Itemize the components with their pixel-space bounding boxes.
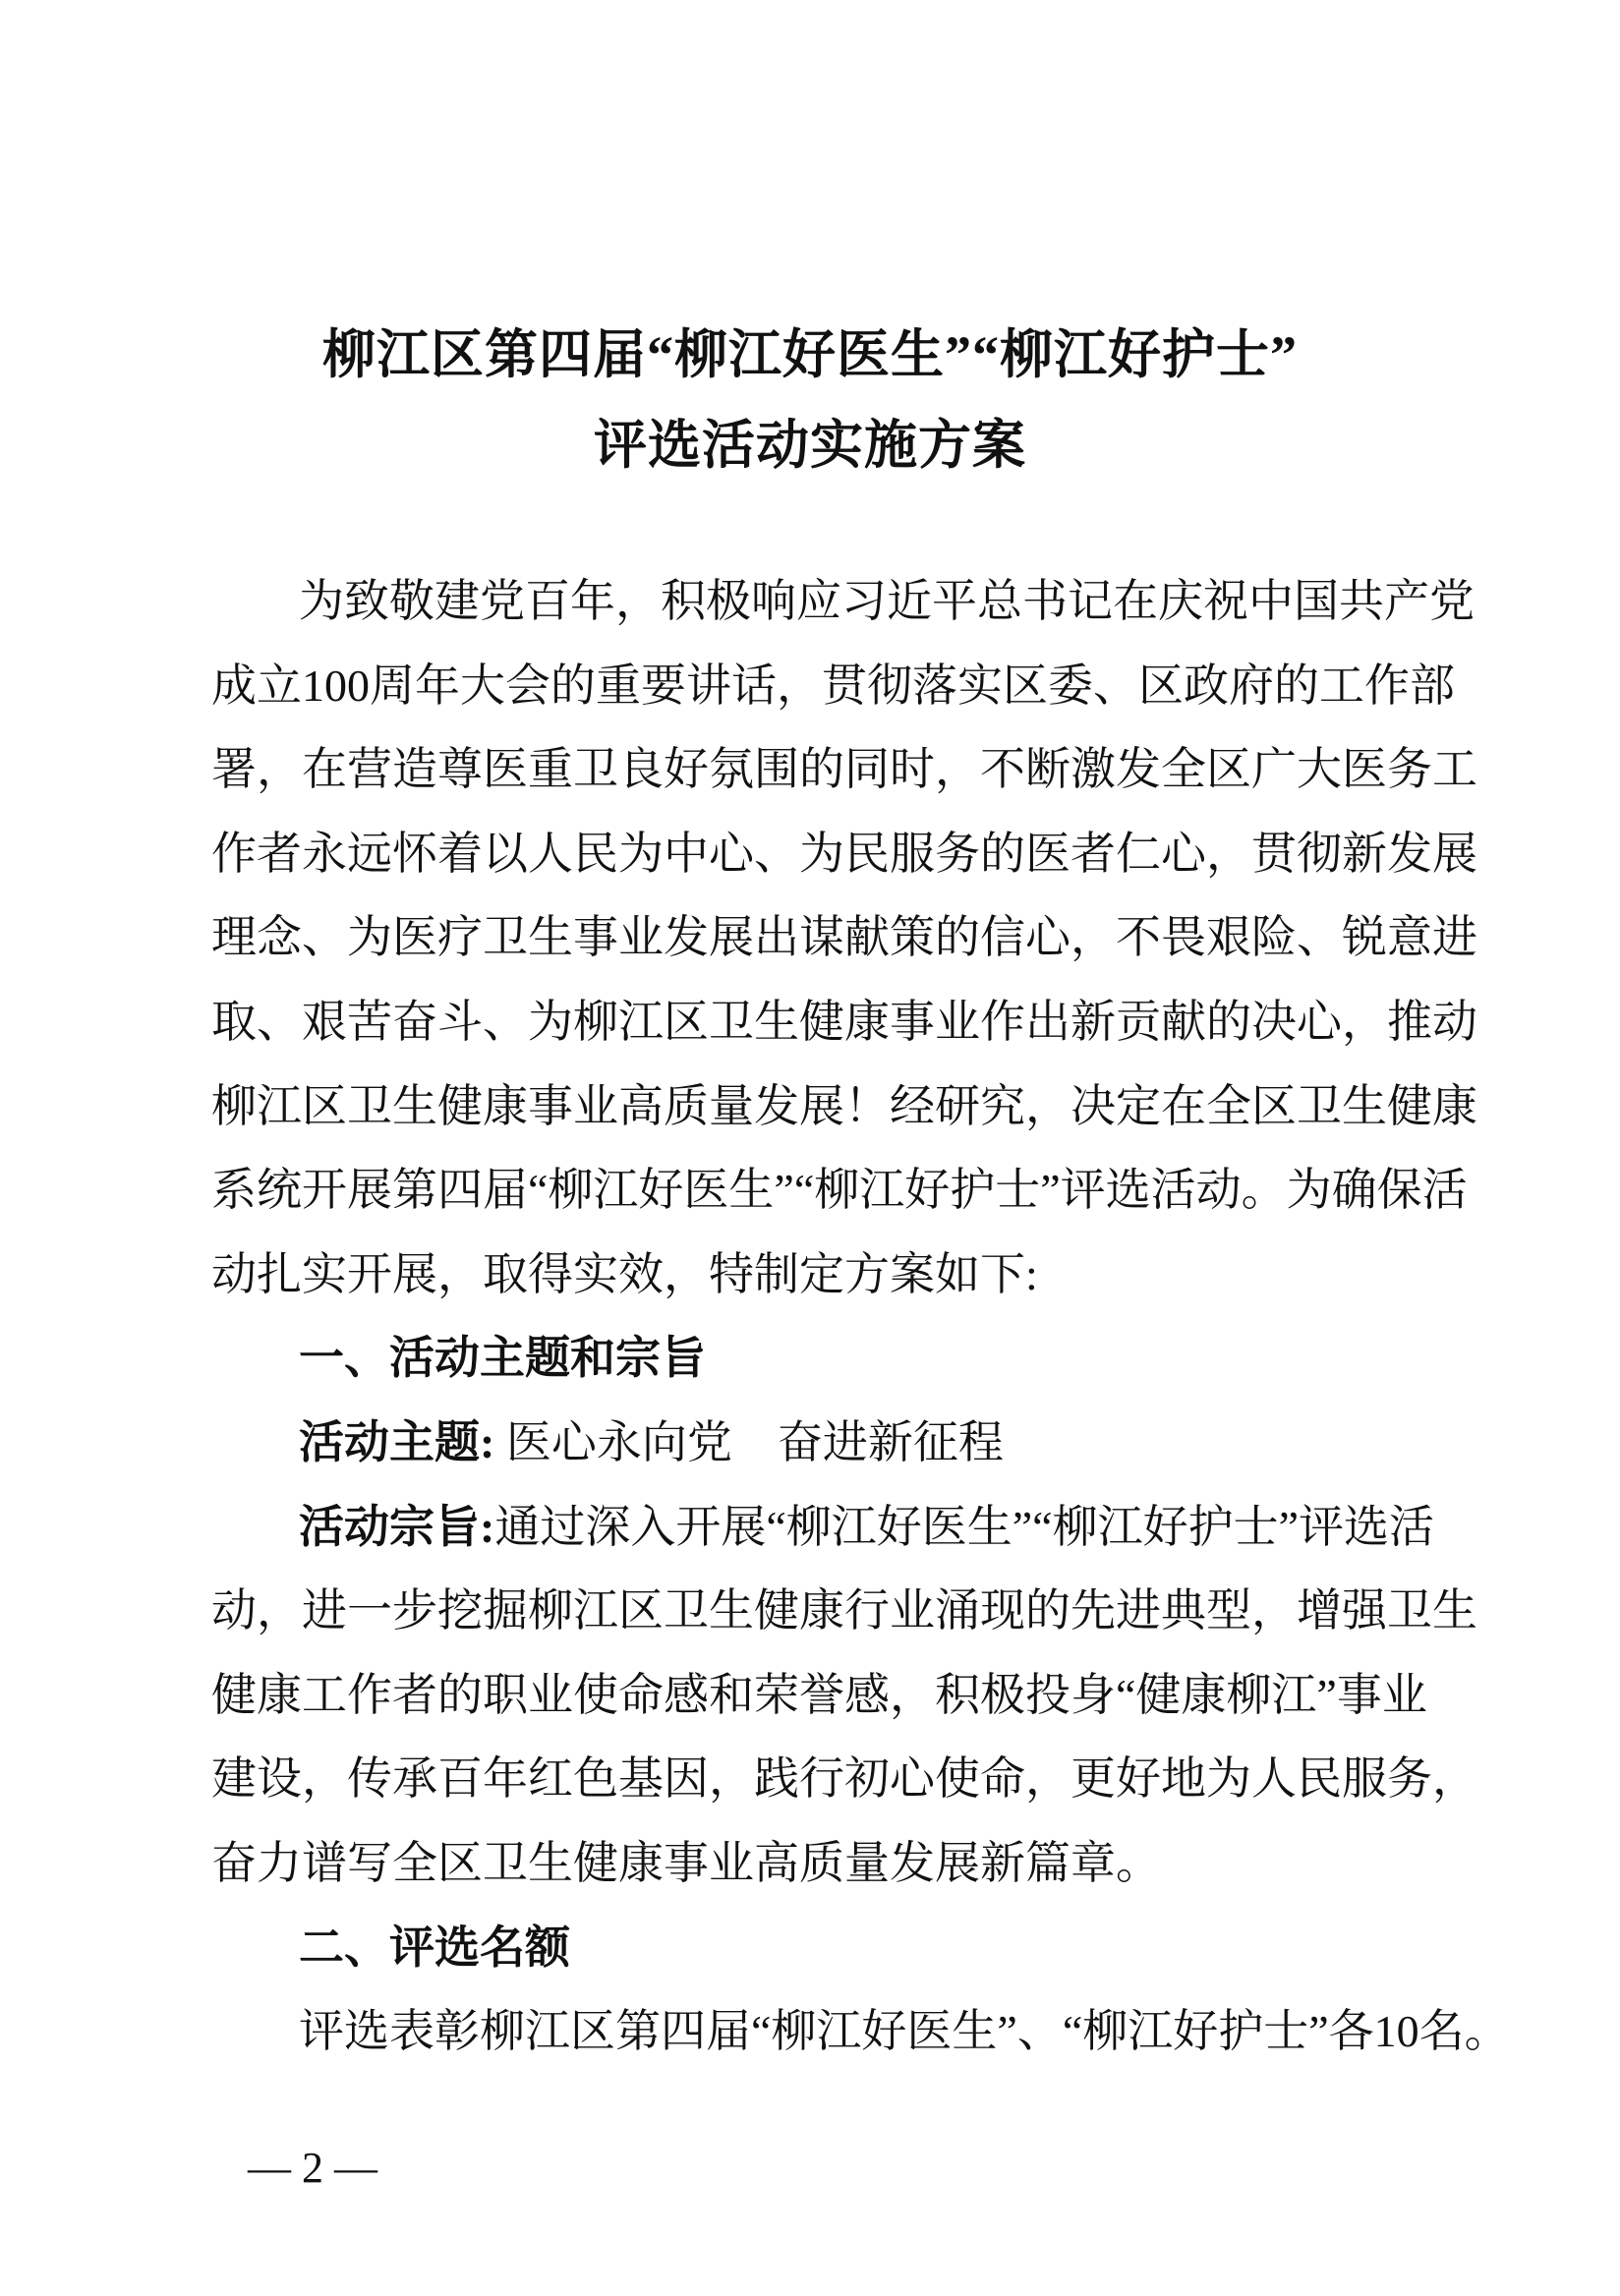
intro-line: 动扎实开展，取得实效，特制定方案如下: bbox=[211, 1248, 1038, 1299]
intro-line: 取、艰苦奋斗、为柳江区卫生健康事业作出新贡献的决心，推动 bbox=[211, 996, 1477, 1047]
intro-line: 作者永远怀着以人民为中心、为民服务的医者仁心，贯彻新发展 bbox=[211, 828, 1477, 879]
purpose-label: 活动宗旨: bbox=[299, 1501, 495, 1552]
purpose-line: 建设，传承百年红色基因，践行初心使命，更好地为人民服务， bbox=[211, 1753, 1477, 1805]
section2-heading: 二、评选名额 bbox=[299, 1922, 570, 1973]
page-number: — 2 — bbox=[248, 2144, 377, 2192]
intro-line: 柳江区卫生健康事业高质量发展！经研究，决定在全区卫生健康 bbox=[211, 1080, 1477, 1131]
intro-line: 成立100周年大会的重要讲话，贯彻落实区委、区政府的工作部 bbox=[211, 660, 1455, 711]
intro-line: 理念、为医疗卫生事业发展出谋献策的信心，不畏艰险、锐意进 bbox=[211, 912, 1477, 963]
purpose-line: 动，进一步挖掘柳江区卫生健康行业涌现的先进典型，增强卫生 bbox=[211, 1585, 1477, 1636]
activity-theme bbox=[211, 1401, 1403, 1485]
document-title-line2: 评选活动实施方案 bbox=[594, 416, 1026, 475]
theme-label: 活动主题: bbox=[299, 1416, 495, 1467]
purpose-text: 通过深入开展“柳江好医生”“柳江好护士”评选活 bbox=[494, 1501, 1434, 1552]
purpose-line: 健康工作者的职业使命感和荣誉感，积极投身“健康柳江”事业 bbox=[211, 1669, 1427, 1720]
intro-line: 为致敬建党百年，积极响应习近平总书记在庆祝中国共产党 bbox=[299, 576, 1475, 626]
intro-line: 系统开展第四届“柳江好医生”“柳江好护士”评选活动。为确保活 bbox=[211, 1165, 1468, 1216]
document-body bbox=[211, 559, 1510, 2074]
section1-heading: 一、活动主题和宗旨 bbox=[299, 1333, 706, 1384]
theme-value: 医心永向党 奋进新征程 bbox=[505, 1416, 1004, 1467]
intro-line: 署，在营造尊医重卫良好氛围的同时，不断激发全区广大医务工 bbox=[211, 744, 1477, 795]
document-title-line1: 柳江区第四届“柳江好医生”“柳江好护士” bbox=[322, 325, 1298, 384]
purpose-line: 奋力谱写全区卫生健康事业高质量发展新篇章。 bbox=[211, 1837, 1161, 1888]
activity-purpose bbox=[211, 1485, 1434, 1570]
section2-text: 评选表彰柳江区第四届“柳江好医生”、“柳江好护士”各10名。 bbox=[299, 2006, 1510, 2057]
